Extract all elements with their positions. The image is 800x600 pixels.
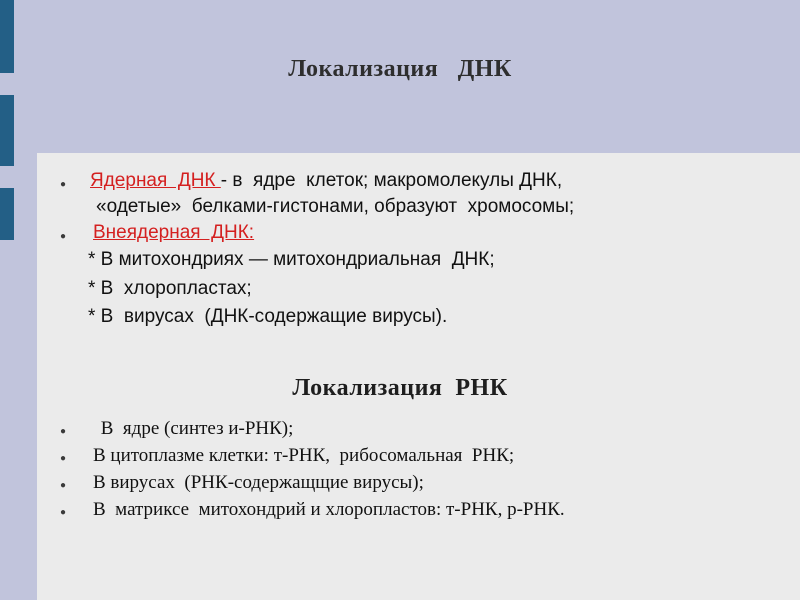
bullet-dot: ● — [60, 453, 67, 464]
rna-item-cytoplasm: В цитоплазме клетки: т-РНК, рибосомальная РНК; — [93, 445, 515, 466]
sub-item-mitochondria: * В митохондриях — митохондриальная ДНК; — [88, 249, 495, 270]
bullet-dot: ● — [60, 426, 67, 437]
rna-section-title: Локализация РНК — [292, 375, 508, 401]
nuclear-dna-text: - в ядре клеток; макромолекулы ДНК, — [220, 170, 563, 191]
extranuclear-dna-label: Внеядерная ДНК: — [93, 222, 255, 243]
decor-block-2 — [0, 95, 14, 166]
bullet-dot: ● — [60, 480, 67, 491]
bullet-dot: ● — [60, 231, 67, 242]
list-item-extranuclear-dna — [93, 222, 254, 244]
list-item-nuclear-dna — [90, 170, 562, 192]
sub-item-chloroplasts: * В хлоропластах; — [88, 278, 252, 299]
sub-item-viruses: * В вирусах (ДНК-содержащие вирусы). — [88, 306, 448, 327]
rna-item-viruses: В вирусах (РНК-содержащщие вирусы); — [93, 472, 424, 493]
decor-block-3 — [0, 188, 14, 240]
nuclear-dna-label: Ядерная ДНК — [90, 170, 221, 191]
nuclear-dna-continuation: «одетые» белками-гистонами, образуют хромосомы; — [96, 196, 575, 217]
slide-title: Локализация ДНК — [288, 56, 512, 82]
rna-item-nucleus: В ядре (синтез и-РНК); — [96, 418, 294, 439]
bullet-dot: ● — [60, 179, 67, 190]
bullet-dot: ● — [60, 507, 67, 518]
rna-item-matrix: В матриксе митохондрий и хлоропластов: т-РНК, р-РНК. — [93, 499, 565, 520]
left-decoration-bar — [0, 0, 20, 600]
